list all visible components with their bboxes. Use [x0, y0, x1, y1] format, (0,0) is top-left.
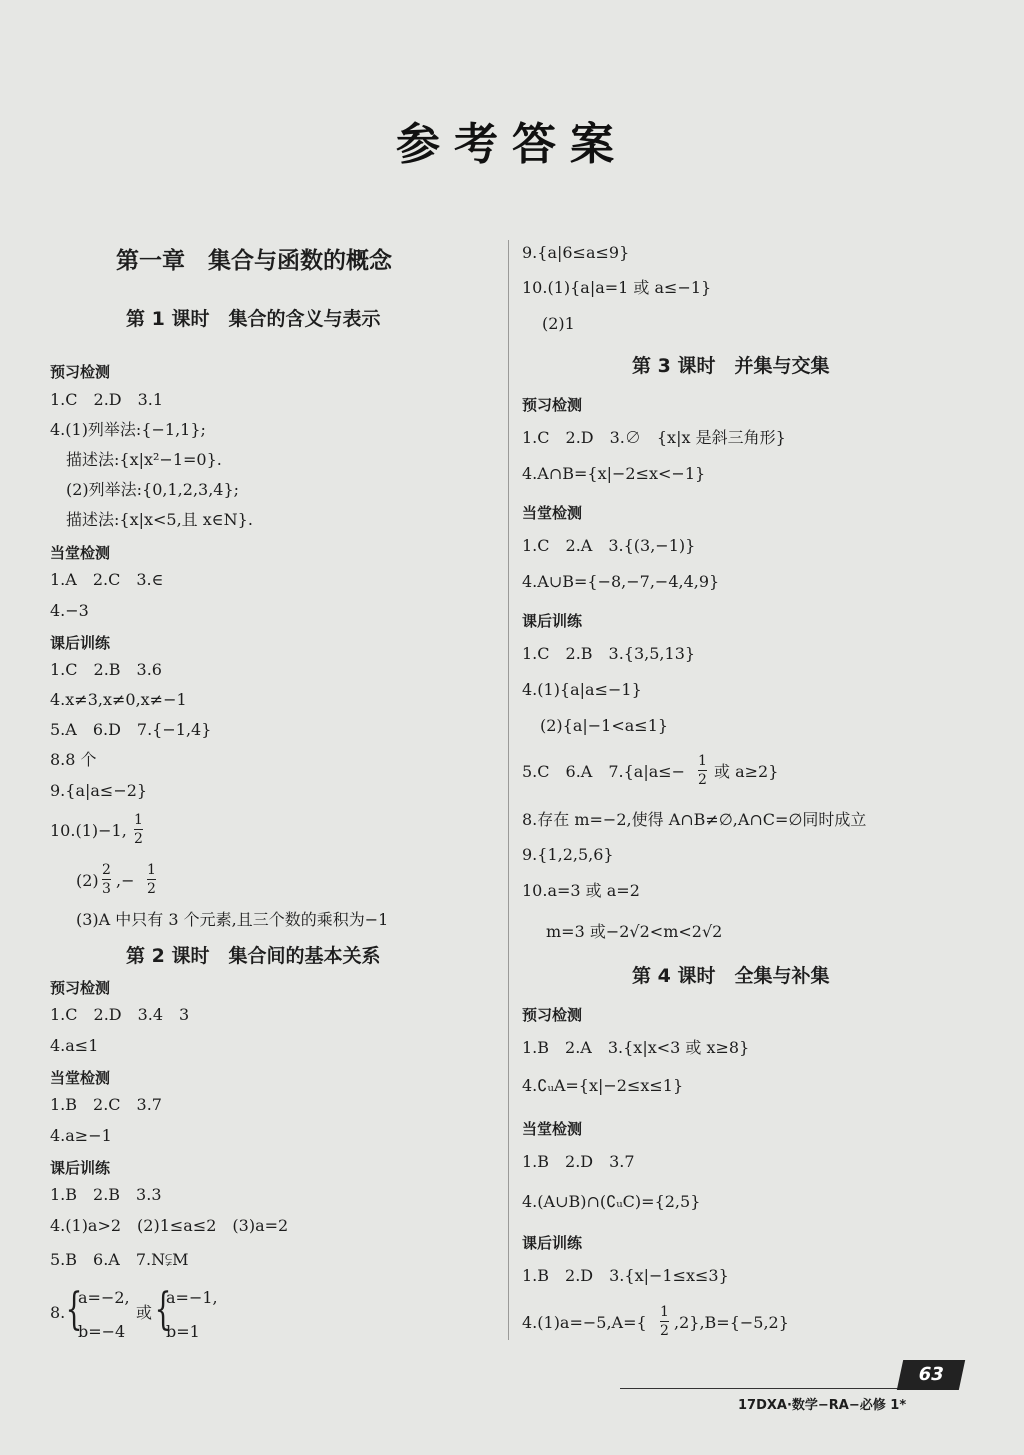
- answer-line: b=−4: [78, 1322, 126, 1341]
- answer-line: ,−: [116, 871, 135, 890]
- answer-line: 4.A∪B={−8,−7,−4,4,9}: [522, 572, 720, 591]
- answer-line: 4.A∩B={x|−2≤x<−1}: [522, 464, 706, 483]
- answer-line: 1.C 2.B 3.6: [50, 660, 162, 679]
- answer-line: 1.B 2.C 3.7: [50, 1095, 162, 1114]
- answer-line: (2)列举法:{0,1,2,3,4};: [66, 480, 240, 499]
- answer-line: 4.(1)a=−5,A={: [522, 1313, 647, 1332]
- answer-line: (2){a|−1<a≤1}: [540, 716, 669, 735]
- answer-line: a=−1,: [166, 1288, 218, 1307]
- answer-line: (2)1: [542, 314, 575, 333]
- brace-symbol: {: [65, 1284, 83, 1335]
- answer-line: m=3 或−2√2<m<2√2: [546, 922, 723, 941]
- lesson4-after-heading: 课后训练: [522, 1234, 583, 1252]
- lesson3-preview-heading: 预习检测: [522, 396, 583, 414]
- answer-line: 5.A 6.D 7.{−1,4}: [50, 720, 212, 739]
- lesson2-preview-heading: 预习检测: [50, 979, 111, 997]
- answer-line: 描述法:{x|x<5,且 x∈N}.: [66, 510, 253, 529]
- answer-line: 1.A 2.C 3.∈: [50, 570, 164, 589]
- brace-symbol: {: [154, 1284, 172, 1335]
- answer-line: 4.(A∪B)∩(∁ᵤC)={2,5}: [522, 1192, 701, 1211]
- answer-line: 4.(1){a|a≤−1}: [522, 680, 642, 699]
- answer-line: 1.B 2.D 3.7: [522, 1152, 635, 1171]
- answer-line: 4.(1)a>2 (2)1≤a≤2 (3)a=2: [50, 1216, 289, 1235]
- answer-line: 8.存在 m=−2,使得 A∩B≠∅,A∩C=∅同时成立: [522, 810, 867, 829]
- lesson2-after-heading: 课后训练: [50, 1159, 111, 1177]
- answer-line: a=−2,: [78, 1288, 130, 1307]
- answer-line: (2): [76, 871, 99, 890]
- answer-line: 1.B 2.D 3.{x|−1≤x≤3}: [522, 1266, 729, 1285]
- answer-line: 1.C 2.D 3.1: [50, 390, 164, 409]
- lesson1-class-heading: 当堂检测: [50, 544, 111, 562]
- page-number: 63: [897, 1360, 965, 1390]
- answer-line: 9.{a|6≤a≤9}: [522, 243, 630, 262]
- lesson3-class-heading: 当堂检测: [522, 504, 583, 522]
- answer-line: 1.C 2.D 3.4 3: [50, 1005, 190, 1024]
- answer-line: 1.B 2.A 3.{x|x<3 或 x≥8}: [522, 1038, 750, 1057]
- answer-line: 10.(1){a|a=1 或 a≤−1}: [522, 278, 712, 297]
- chapter-heading: 第一章 集合与函数的概念: [116, 248, 392, 274]
- answer-line: b=1: [166, 1322, 200, 1341]
- lesson4-preview-heading: 预习检测: [522, 1006, 583, 1024]
- answer-line: 1.B 2.B 3.3: [50, 1185, 162, 1204]
- fraction: 1 2: [134, 812, 143, 847]
- lesson2-heading: 第 2 课时 集合间的基本关系: [126, 945, 381, 967]
- lesson4-class-heading: 当堂检测: [522, 1120, 583, 1138]
- answer-line: (3)A 中只有 3 个元素,且三个数的乘积为−1: [76, 910, 389, 929]
- answer-line: 10.(1)−1,: [50, 821, 127, 840]
- fraction: 1 2: [698, 753, 707, 788]
- lesson3-heading: 第 3 课时 并集与交集: [632, 355, 830, 377]
- answer-line: 8.8 个: [50, 750, 97, 769]
- fraction: 1 2: [147, 862, 156, 897]
- answer-line: 1.C 2.D 3.∅ {x|x 是斜三角形}: [522, 428, 786, 447]
- answer-line: 描述法:{x|x²−1=0}.: [66, 450, 222, 469]
- page-title: 参考答案: [396, 119, 628, 170]
- answer-line: 5.B 6.A 7.N⫋M: [50, 1250, 189, 1269]
- answer-line: 4.−3: [50, 601, 89, 620]
- answer-line: 4.a≤1: [50, 1036, 99, 1055]
- lesson2-class-heading: 当堂检测: [50, 1069, 111, 1087]
- answer-line: 8.: [50, 1303, 66, 1322]
- lesson3-after-heading: 课后训练: [522, 612, 583, 630]
- lesson1-heading: 第 1 课时 集合的含义与表示: [126, 308, 381, 330]
- answer-line: 或 a≥2}: [714, 762, 779, 781]
- lesson1-after-heading: 课后训练: [50, 634, 111, 652]
- answer-line: 4.(1)列举法:{−1,1};: [50, 420, 206, 439]
- answer-line: ,2},B={−5,2}: [674, 1313, 789, 1332]
- answer-line: 4.a≥−1: [50, 1126, 112, 1145]
- footer-rule: [620, 1388, 910, 1389]
- lesson1-preview-heading: 预习检测: [50, 363, 111, 381]
- answer-line: 5.C 6.A 7.{a|a≤−: [522, 762, 686, 781]
- fraction: 1 2: [660, 1304, 669, 1339]
- footer-code: 17DXA·数学−RA−必修 1*: [738, 1398, 907, 1413]
- answer-line: 9.{a|a≤−2}: [50, 781, 148, 800]
- fraction: 2 3: [102, 862, 111, 897]
- answer-line: 4.∁ᵤA={x|−2≤x≤1}: [522, 1076, 684, 1095]
- column-divider: [508, 240, 509, 1340]
- answer-line: 或: [136, 1303, 153, 1322]
- answer-line: 4.x≠3,x≠0,x≠−1: [50, 690, 187, 709]
- lesson4-heading: 第 4 课时 全集与补集: [632, 965, 830, 987]
- answer-line: 10.a=3 或 a=2: [522, 881, 640, 900]
- answer-line: 1.C 2.A 3.{(3,−1)}: [522, 536, 696, 555]
- answer-line: 1.C 2.B 3.{3,5,13}: [522, 644, 696, 663]
- answer-line: 9.{1,2,5,6}: [522, 845, 614, 864]
